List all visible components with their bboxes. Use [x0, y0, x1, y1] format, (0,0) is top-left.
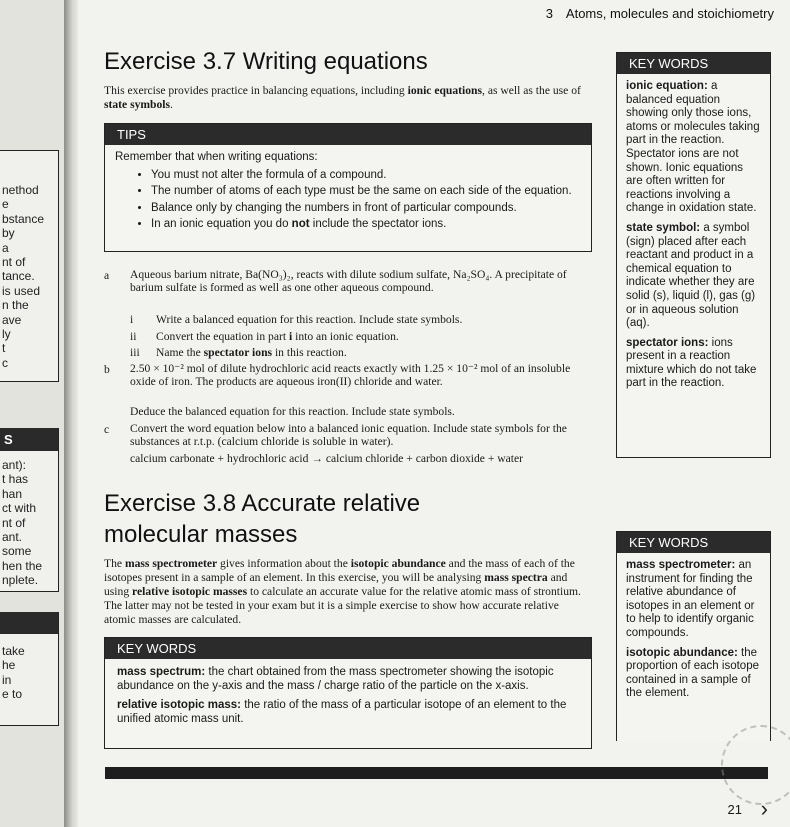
- key-word-term: spectator ions:: [626, 336, 709, 349]
- question-c-equation: calcium carbonate + hydrochloric acid → calcium chloride + carbon dioxide + water: [130, 452, 524, 465]
- key-word-entry: [117, 699, 581, 726]
- key-word-term: mass spectrometer:: [626, 559, 736, 571]
- tip-item: • Balance only by changing the numbers in front of particular compounds.: [151, 202, 581, 216]
- prev-page-text-line: ct with: [2, 501, 37, 516]
- prev-page-text-line: c: [2, 355, 8, 370]
- key-words-box-2: [616, 531, 771, 741]
- tips-header: TIPS: [105, 124, 591, 145]
- prev-page-text-line: bstance: [2, 211, 45, 226]
- prev-page-text-line: nplete.: [2, 573, 39, 588]
- exercise-3-8-intro: The mass spectrometer gives information about the isotopic abundance and the mass of each of the isotopes present in a sample of an element. In this exercise, you will be analysing mass spectra and using relative isotopic masses to calculate an accurate value for the relative atomic mass of strontium. The latter may not be tested in your exam but it is a simple exercise to show how accurate relative atomic masses are calculated.: [104, 557, 581, 626]
- prev-page-text-line: take: [2, 644, 25, 658]
- key-words-header: KEY WORDS: [617, 53, 770, 74]
- page: [78, 0, 790, 827]
- question-aii-label: ii: [130, 330, 137, 343]
- question-aiii-text: Name the spectator ions in this reaction.: [156, 346, 347, 359]
- exercise-3-8-title-line1: Exercise 3.8 Accurate relative: [104, 490, 421, 517]
- prev-page-text-line: han: [2, 486, 23, 501]
- prev-page-text-line: ly: [2, 327, 11, 341]
- key-word-entry: [626, 80, 762, 216]
- prev-page-text-line: nt of: [2, 515, 26, 530]
- key-word-term: mass spectrum:: [117, 666, 206, 678]
- prev-page-text-line: nt of: [2, 255, 26, 269]
- next-page-arrow-icon[interactable]: ›: [760, 796, 768, 821]
- prev-page-text-line: is used: [2, 283, 41, 298]
- question-a-text: Aqueous barium nitrate, Ba(NO₃)₂, reacts with dilute sodium sulfate, Na₂SO₄. A precipitate of barium sulfate is formed as well as one other aqueous compound.: [130, 268, 567, 295]
- question-aiii-label: iii: [130, 346, 140, 359]
- question-aii-text: Convert the equation in part i into an ionic equation.: [156, 330, 399, 343]
- key-word-term: ionic equation:: [626, 80, 708, 92]
- key-word-definition: the proportion of each isotope contained in a sample of the element.: [626, 646, 759, 700]
- prev-page-bar-b: S: [0, 428, 58, 451]
- key-words-list-2: [617, 553, 770, 701]
- question-c-label: c: [104, 423, 110, 436]
- prev-page-text-line: ant):: [2, 458, 27, 472]
- tip-item: • The number of atoms of each type must be the same on each side of the equation.: [151, 185, 581, 199]
- prev-page-text-line: nethod: [2, 183, 39, 197]
- key-word-term: state symbol:: [626, 221, 701, 234]
- question-b-label: b: [104, 363, 110, 376]
- key-word-term: isotopic abundance:: [626, 646, 738, 659]
- tips-intro: Remember that when writing equations:: [115, 151, 318, 163]
- inner-key-words-box: [104, 637, 592, 749]
- stamp-watermark: [721, 725, 790, 805]
- prev-page-text-line: ave: [2, 312, 22, 327]
- key-word-entry: [626, 559, 762, 641]
- key-word-entry: [626, 337, 762, 391]
- key-word-definition: a balanced equation showing only those ions, atoms or molecules taking part in the reaction. Spectator ions are not shown. Ionic equations are often written for reactions involving a change in oxidation state.: [626, 80, 760, 215]
- key-words-header-2: KEY WORDS: [617, 532, 770, 553]
- question-b-instruction: Deduce the balanced equation for this reaction. Include state symbols.: [130, 405, 455, 418]
- chapter-title: Atoms, molecules and stoichiometry: [565, 6, 774, 21]
- key-word-definition: the ratio of the mass of a particular isotope of an element to the unified atomic mass unit.: [117, 699, 567, 725]
- question-b-text: 2.50 × 10⁻² mol of dilute hydrochloric acid reacts exactly with 1.25 × 10⁻² mol of an insoluble oxide of iron. The products are aqueous iron(II) chloride and water.: [130, 362, 571, 389]
- footer-bar: [105, 767, 768, 779]
- running-head: [546, 6, 774, 21]
- prev-page-text-line: t has: [2, 472, 29, 487]
- prev-page-text-line: by: [2, 226, 15, 241]
- prev-page-text-line: n the: [2, 298, 29, 313]
- chapter-number: 3: [545, 6, 553, 21]
- key-word-definition: an instrument for finding the relative abundance of isotopes in an element or to help to identify organic compounds.: [626, 559, 755, 639]
- book-gutter: [64, 0, 78, 827]
- key-word-term: relative isotopic mass:: [117, 699, 241, 712]
- key-word-entry: [626, 647, 762, 701]
- question-a-label: a: [104, 269, 110, 282]
- prev-page-text-line: he: [2, 658, 16, 673]
- prev-page-text-line: e to: [2, 687, 23, 702]
- prev-page-text-line: in: [2, 672, 12, 687]
- prev-page-text-line: ant.: [2, 530, 23, 544]
- tips-content: [105, 145, 591, 232]
- page-number: 21: [727, 802, 742, 817]
- key-word-definition: ions present in a reaction mixture which do not take part in the reaction.: [626, 336, 757, 390]
- inner-key-words-header: KEY WORDS: [105, 638, 591, 659]
- prev-page-text-line: a: [2, 240, 9, 255]
- tips-list: [115, 169, 581, 232]
- previous-page-edge: [0, 0, 64, 827]
- tip-item: • In an ionic equation you do not include the spectator ions.: [151, 218, 581, 232]
- inner-key-words-list: [105, 659, 591, 726]
- question-ai-text: Write a balanced equation for this reaction. Include state symbols.: [156, 313, 463, 326]
- prev-page-text-line: hen the: [2, 558, 43, 573]
- key-word-definition: a symbol (sign) placed after each reactant and product in a chemical equation to indicate whether they are solid (s), liquid (l), gas (g) or in aqueous solution (aq).: [626, 221, 756, 330]
- prev-page-text-line: e: [2, 197, 9, 212]
- prev-page-text-line: some: [2, 544, 32, 559]
- prev-page-text-line: t: [2, 341, 6, 356]
- tips-box: [104, 123, 592, 252]
- key-word-entry: [117, 666, 581, 693]
- question-c-text: Convert the word equation below into a balanced ionic equation. Include state symbols for the substances at r.t.p. (calcium chloride is soluble in water).: [130, 422, 567, 449]
- key-words-list: [617, 74, 770, 391]
- tip-item: • You must not alter the formula of a compound.: [151, 169, 581, 183]
- prev-page-text-line: tance.: [2, 269, 35, 284]
- key-word-entry: [626, 222, 762, 331]
- exercise-3-8-title-line2: molecular masses: [104, 521, 298, 548]
- prev-page-bar-c: [0, 612, 58, 634]
- key-word-definition: the chart obtained from the mass spectrometer showing the isotopic abundance on the y-axis and the mass / charge ratio of the particle on the x-axis.: [117, 666, 554, 692]
- exercise-3-7-title: Exercise 3.7 Writing equations: [104, 48, 428, 75]
- question-ai-label: i: [130, 313, 134, 326]
- exercise-3-7-intro: This exercise provides practice in balancing equations, including ionic equations, as well as the use of state symbols.: [104, 84, 581, 111]
- key-words-box-1: [616, 52, 771, 458]
